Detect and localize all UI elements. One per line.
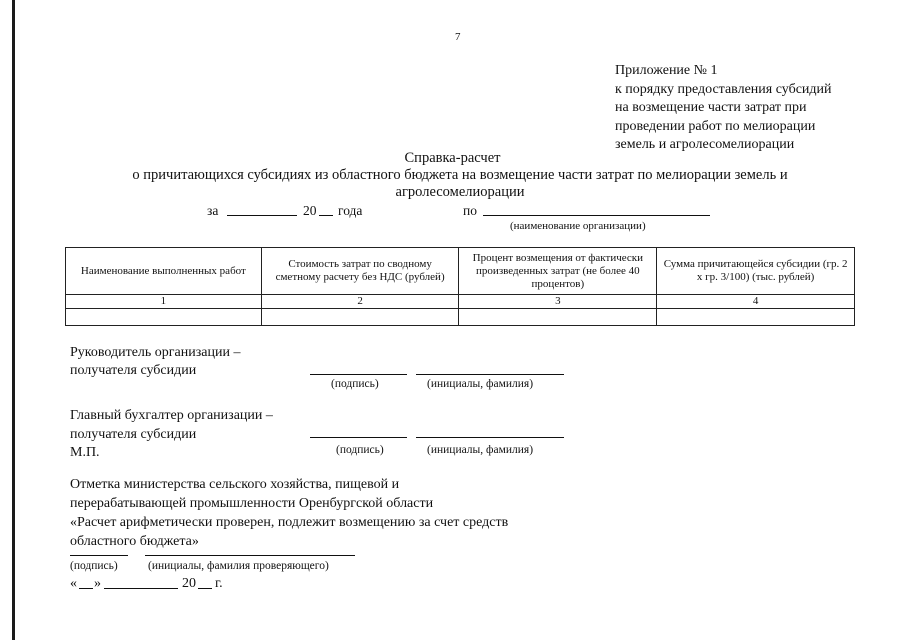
checker-name-field[interactable] [145, 555, 355, 556]
ministry-note [70, 475, 508, 551]
checker-signature-caption: (подпись) [70, 560, 118, 572]
document-title: Справка-расчет [404, 150, 501, 166]
head-signature-field[interactable] [310, 374, 407, 375]
head-label-line1: Руководитель организации – [70, 345, 241, 360]
table-header-cell: Сумма причитающейся субсидии (гр. 2 х гр. 3/100) (тыс. рублей) [657, 248, 855, 295]
period-po-label: по [463, 203, 477, 218]
column-number-cell: 1 [66, 295, 262, 309]
period-year-suffix: года [338, 203, 363, 218]
scan-edge-bar [12, 0, 15, 640]
date-year-field[interactable] [198, 588, 212, 589]
appendix-line: к порядку предоставления субсидий [615, 81, 832, 97]
accountant-label-line1: Главный бухгалтер организации – [70, 408, 273, 423]
date-open-quote: « [70, 576, 77, 591]
table-cell[interactable] [66, 309, 262, 326]
accountant-signature-caption: (подпись) [336, 444, 384, 456]
period-za-label: за [207, 203, 219, 218]
head-label-line2: получателя субсидии [70, 363, 197, 378]
page-number: 7 [455, 31, 461, 43]
period-date-field[interactable] [227, 203, 297, 216]
head-signature-caption: (подпись) [331, 378, 379, 390]
calculation-table [65, 247, 855, 326]
head-name-field[interactable] [416, 374, 564, 375]
table-header-cell: Стоимость затрат по сводному сметному расчету без НДС (рублей) [261, 248, 459, 295]
appendix-block [615, 62, 832, 155]
table-column-number-row [66, 295, 855, 309]
table-cell[interactable] [261, 309, 459, 326]
head-name-caption: (инициалы, фамилия) [427, 378, 534, 390]
table-header-cell: Наименование выполненных работ [66, 248, 262, 295]
table-cell[interactable] [657, 309, 855, 326]
table-header-row [66, 248, 855, 295]
seal-label: М.П. [70, 445, 100, 460]
column-number-cell: 2 [261, 295, 459, 309]
column-number-cell: 3 [459, 295, 657, 309]
organization-caption: (наименование организации) [510, 220, 646, 232]
period-year-field[interactable] [319, 203, 333, 216]
ministry-note-line: областного бюджета» [70, 534, 199, 549]
appendix-line: земель и агролесомелиорации [615, 137, 795, 152]
date-year-prefix: 20 [182, 576, 196, 591]
table-cell[interactable] [459, 309, 657, 326]
column-number-cell: 4 [657, 295, 855, 309]
checker-name-caption: (инициалы, фамилия проверяющего) [148, 560, 329, 572]
organization-name-field[interactable] [483, 203, 710, 216]
accountant-name-field[interactable] [416, 437, 564, 438]
accountant-label-line2: получателя субсидии [70, 427, 197, 442]
table-row [66, 309, 855, 326]
appendix-line: Приложение № 1 [615, 63, 718, 78]
appendix-line: на возмещение части затрат при [615, 100, 807, 115]
date-month-field[interactable] [104, 588, 178, 589]
date-close-quote: » [94, 576, 101, 591]
period-year-prefix: 20 [303, 203, 317, 218]
table-header-cell: Процент возмещения от фактически произведенных затрат (не более 40 процентов) [459, 248, 657, 295]
checker-signature-field[interactable] [70, 555, 128, 556]
date-year-suffix: г. [215, 576, 223, 591]
appendix-line: проведении работ по мелиорации [615, 118, 816, 134]
ministry-note-line: «Расчет арифметически проверен, подлежит возмещению за счет средств [70, 515, 509, 530]
ministry-note-line: перерабатывающей промышленности Оренбургской области [70, 496, 434, 511]
accountant-signature-field[interactable] [310, 437, 407, 438]
date-day-field[interactable] [79, 588, 93, 589]
accountant-name-caption: (инициалы, фамилия) [427, 444, 534, 456]
document-subtitle: о причитающихся субсидиях из областного бюджета на возмещение части затрат по мелиорации земель и агролесомелиорации [132, 167, 788, 200]
ministry-note-line: Отметка министерства сельского хозяйства, пищевой и [70, 477, 400, 492]
